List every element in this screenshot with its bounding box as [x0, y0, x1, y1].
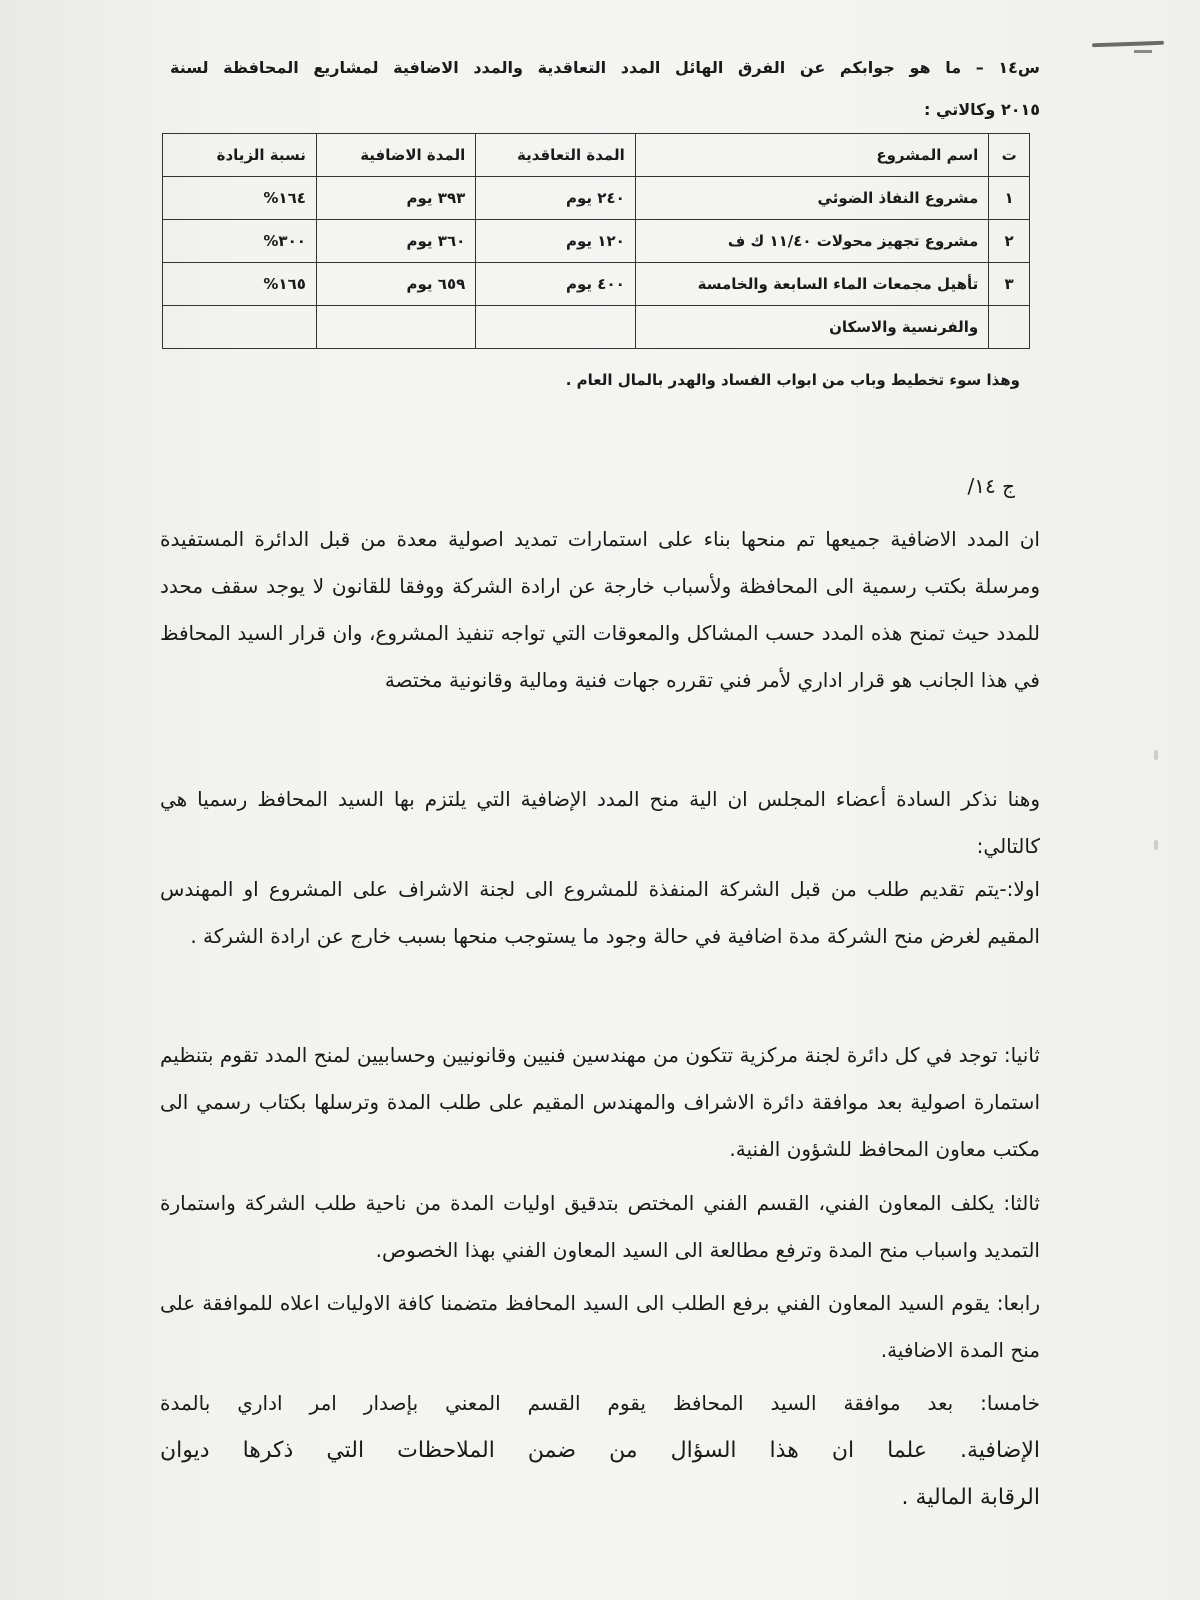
- paper-fold-mark-small: [1134, 50, 1152, 53]
- row-increase-ratio: ٣٠٠%: [163, 220, 317, 263]
- row-extra-duration: ٣٦٠ يوم: [316, 220, 475, 263]
- row-num: [989, 306, 1030, 349]
- row-num: ١: [989, 177, 1030, 220]
- question-line-2: ٢٠١٥ وكالاتي :: [924, 100, 1040, 119]
- fifth-line-2: الإضافية. علما ان هذا السؤال من ضمن الملاحظات التي ذكرها ديوان: [160, 1438, 1040, 1463]
- answer-paragraph-fourth: رابعا: يقوم السيد المعاون الفني برفع الطلب الى السيد المحافظ متضمنا كافة الاوليات اعلاه للموافقة على منح المدة الاضافية.: [160, 1291, 1040, 1362]
- paper-fold-mark: [1092, 41, 1164, 48]
- fifth-line-1: خامسا: بعد موافقة السيد المحافظ يقوم القسم المعني بإصدار امر اداري بالمدة: [160, 1391, 1040, 1415]
- table-row: [163, 263, 1030, 306]
- answer-paragraph-1: ان المدد الاضافية جميعها تم منحها بناء على استمارات تمديد اصولية معدة من قبل الدائرة المستفيدة ومرسلة بكتب رسمية الى المحافظة ولأسباب خارجة عن ارادة الشركة ووفقا للقانون لا يوجد سقف محدد للمدد حيث تمنح هذه المدد حسب المشاكل والمعوقات التي تواجه تنفيذ المشروع، وان قرار السيد المحافظ في هذا الجانب هو قرار اداري لأمر فني تقرره جهات فنية ومالية وقانونية مختصة: [160, 527, 1040, 692]
- row-contract-duration: ٢٤٠ يوم: [476, 177, 636, 220]
- row-project-name: والفرنسية والاسكان: [635, 306, 988, 349]
- row-contract-duration: [476, 306, 636, 349]
- table-header-row: [163, 134, 1030, 177]
- answer-paragraph-second: ثانيا: توجد في كل دائرة لجنة مركزية تتكون من مهندسين فنيين وقانونيين وحسابيين لمنح المدد تقوم بتنظيم استمارة اصولية بعد موافقة دائرة الاشراف والمهندس المقيم على طلب المدة وترسلها بكتاب رسمي الى مكتب معاون المحافظ للشؤون الفنية.: [160, 1043, 1040, 1161]
- header-num: ت: [989, 134, 1030, 177]
- table-row: [163, 177, 1030, 220]
- question-line-1: س١٤ – ما هو جوابكم عن الفرق الهائل المدد التعاقدية والمدد الاضافية لمشاريع المحافظة لسنة: [170, 58, 1040, 77]
- row-contract-duration: ٤٠٠ يوم: [476, 263, 636, 306]
- header-extra-duration: المدة الاضافية: [316, 134, 475, 177]
- answer-paragraph-third: ثالثا: يكلف المعاون الفني، القسم الفني المختص بتدقيق اوليات المدة من ناحية طلب الشركة واستمارة التمديد واسباب منح المدة وترفع مطالعة الى السيد المعاون الفني بهذا الخصوص.: [160, 1191, 1040, 1262]
- staple-hole-top: [1154, 750, 1158, 760]
- fifth-line-3: الرقابة المالية .: [901, 1485, 1040, 1510]
- table-footnote: وهذا سوء تخطيط وباب من ابواب الفساد والهدر بالمال العام .: [565, 371, 1020, 389]
- answer-heading: ج ١٤/: [967, 474, 1015, 498]
- header-increase-ratio: نسبة الزيادة: [163, 134, 317, 177]
- answer-paragraph-fifth: [160, 1380, 1040, 1521]
- row-extra-duration: [316, 306, 475, 349]
- answer-paragraph-first: اولا:-يتم تقديم طلب من قبل الشركة المنفذة للمشروع الى لجنة الاشراف على المشروع او المهندس المقيم لغرض منح الشركة مدة اضافية في حالة وجود ما يستوجب منحها بسبب خارج عن ارادة الشركة .: [160, 877, 1040, 948]
- row-increase-ratio: [163, 306, 317, 349]
- projects-table: [162, 133, 1030, 349]
- row-increase-ratio: ١٦٤%: [163, 177, 317, 220]
- staple-hole-bottom: [1154, 840, 1158, 850]
- row-extra-duration: ٦٥٩ يوم: [316, 263, 475, 306]
- header-project-name: اسم المشروع: [635, 134, 988, 177]
- row-project-name: تأهيل مجمعات الماء السابعة والخامسة: [635, 263, 988, 306]
- row-num: ٢: [989, 220, 1030, 263]
- table-row: [163, 306, 1030, 349]
- row-contract-duration: ١٢٠ يوم: [476, 220, 636, 263]
- row-increase-ratio: ١٦٥%: [163, 263, 317, 306]
- header-contract-duration: المدة التعاقدية: [476, 134, 636, 177]
- table-row: [163, 220, 1030, 263]
- row-project-name: مشروع تجهيز محولات ١١/٤٠ ك ف: [635, 220, 988, 263]
- row-project-name: مشروع النفاذ الضوئي: [635, 177, 988, 220]
- answer-paragraph-2: وهنا نذكر السادة أعضاء المجلس ان الية منح المدد الإضافية التي يلتزم بها السيد المحافظ رسميا هي كالتالي:: [160, 787, 1040, 858]
- row-num: ٣: [989, 263, 1030, 306]
- row-extra-duration: ٣٩٣ يوم: [316, 177, 475, 220]
